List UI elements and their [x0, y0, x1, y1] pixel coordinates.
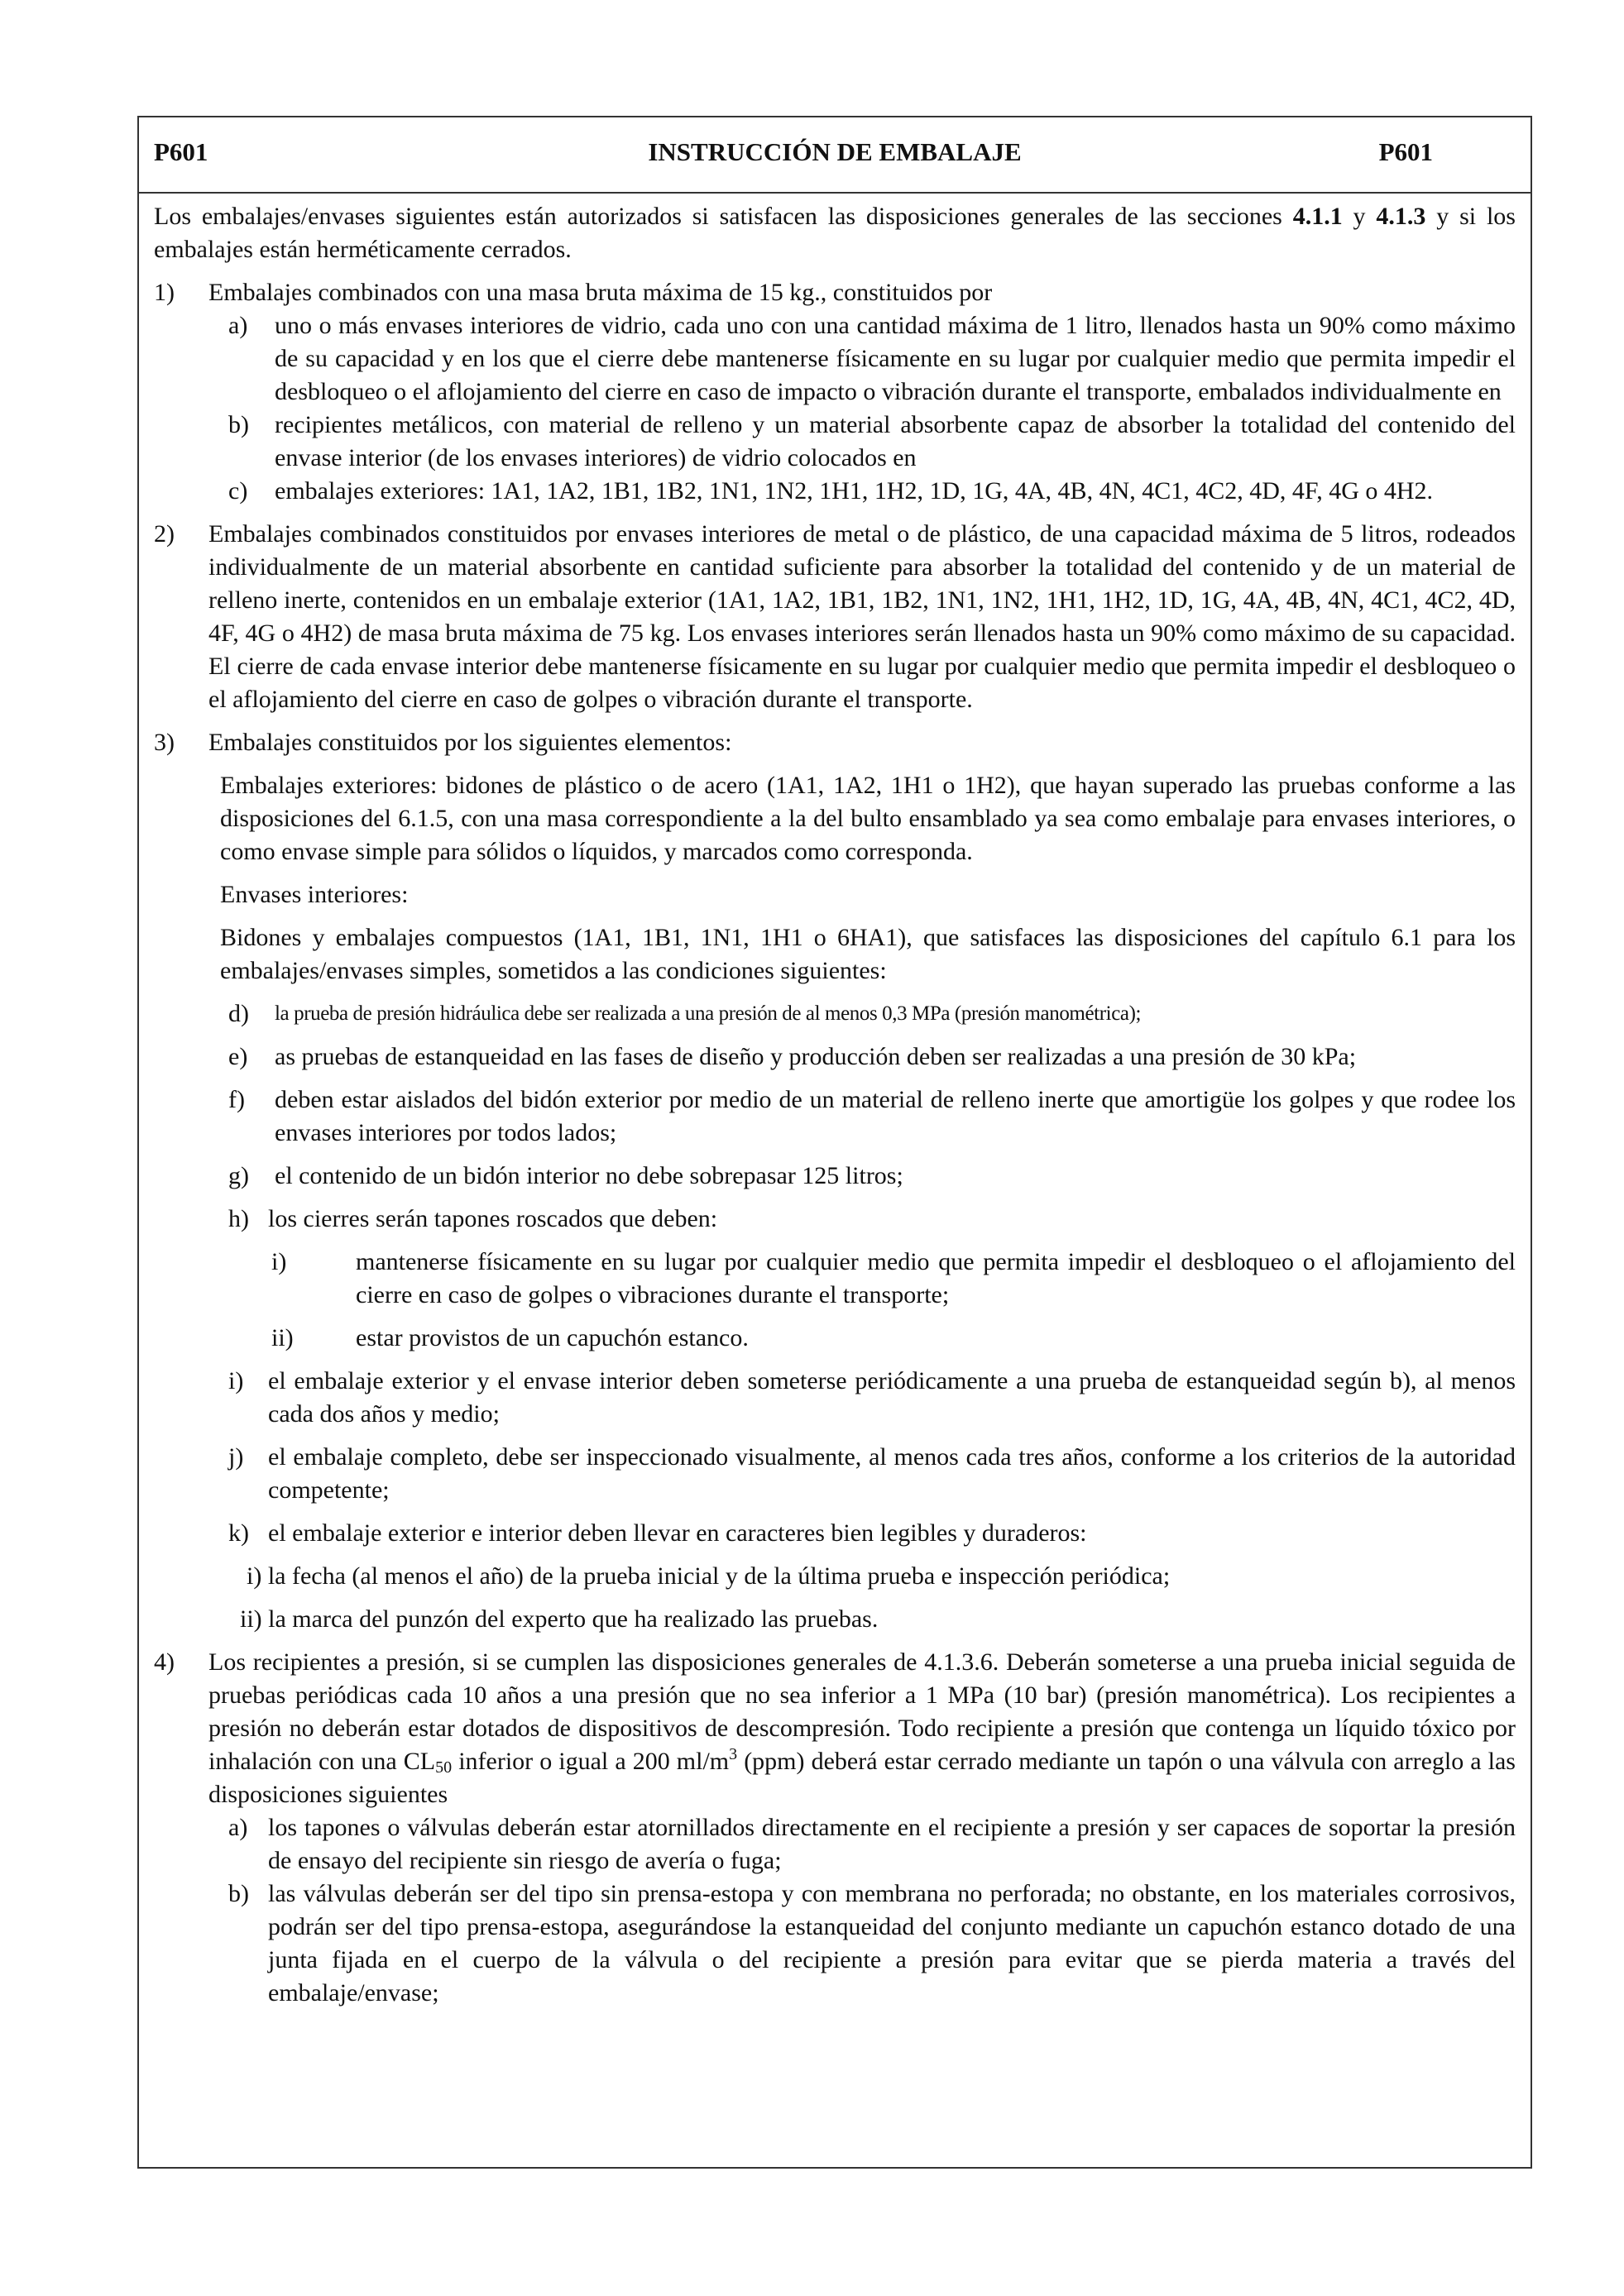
item-4-text-part: Los recipientes a presión, si se cumplen las disposiciones generales de 4.1.3.6. Deberán someterse a una prueba inicial seguida de pruebas periódicas cada 10 años a una presión que no sea inferior a 1 MPa (10 bar) (presión manométrica). Los recipientes a presión no deberán estar dotados de dispositivos de descompresión. Todo recipiente a presión que contenga un líquido tóxico por inhalación con una CL — [208, 1648, 1516, 1775]
item-4-text-part: (ppm) deberá estar cerrado mediante un tapón o una válvula con arreglo a las disposiciones siguientes — [208, 1748, 1516, 1808]
item-3-h — [154, 1203, 1516, 1236]
item-4-b-label: b) — [228, 1880, 249, 1907]
item-3-h-ii-text: estar provistos de un capuchón estanco. — [356, 1324, 749, 1351]
item-3-g-text: el contenido de un bidón interior no debe sobrepasar 125 litros; — [275, 1162, 903, 1189]
item-3-k — [154, 1517, 1516, 1550]
item-3-j-label: j) — [228, 1443, 244, 1471]
item-3-h-label: h) — [228, 1205, 249, 1232]
inner-packaging-text: Bidones y embalajes compuestos (1A1, 1B1, 1N1, 1H1 o 6HA1), que satisfaces las disposiciones del capítulo 6.1 para los embalajes/envases simples, sometidos a las condiciones siguientes: — [220, 924, 1516, 984]
item-1-b-text: recipientes metálicos, con material de relleno y un material absorbente capaz de absorber la totalidad del contenido del envase interior (de los envases interiores) de vidrio colocados en — [275, 411, 1516, 471]
item-4-a — [154, 1811, 1516, 1877]
item-3-f-label: f) — [228, 1086, 245, 1113]
header-title: INSTRUCCIÓN DE EMBALAJE — [648, 137, 1022, 166]
item-1-a-label: a) — [228, 312, 248, 339]
item-1-b-label: b) — [228, 411, 249, 438]
item-2-text: Embalajes combinados constituidos por envases interiores de metal o de plástico, de una capacidad máxima de 5 litros, rodeados individualmente de un material absorbente en cantidad suficiente para absorber la totalidad del contenido y de un material de relleno inerte, contenidos en un embalaje exterior (1A1, 1A2, 1B1, 1B2, 1N1, 1N2, 1H1, 1H2, 1D, 1G, 4A, 4B, 4N, 4C1, 4C2, 4D, 4F, 4G o 4H2) de masa bruta máxima de 75 kg. Los envases interiores serán llenados hasta un 90% como máximo de su capacidad. El cierre de cada envase interior debe mantenerse físicamente en su lugar por cualquier medio que permita impedir el desbloqueo o el aflojamiento del cierre en caso de golpes o vibración durante el transporte. — [208, 520, 1516, 713]
item-1-a — [154, 309, 1516, 409]
header-code-right: P601 — [1378, 137, 1433, 166]
item-4-a-text: los tapones o válvulas deberán estar atornillados directamente en el recipiente a presión y ser capaces de soportar la presión de ensayo del recipiente sin riesgo de avería o fuga; — [268, 1814, 1516, 1874]
item-3-e-text: as pruebas de estanqueidad en las fases de diseño y producción deben ser realizadas a una presión de 30 kPa; — [275, 1043, 1357, 1070]
item-1-text: Embalajes combinados con una masa bruta máxima de 15 kg., constituidos por — [208, 279, 993, 306]
intro-paragraph — [154, 200, 1516, 266]
item-4 — [154, 1646, 1516, 1811]
item-3-i-text: el embalaje exterior y el envase interior deben someterse periódicamente a una prueba de estanqueidad según b), al menos cada dos años y medio; — [268, 1367, 1516, 1428]
inner-packaging-heading: Envases interiores: — [220, 881, 409, 908]
item-3-i — [154, 1365, 1516, 1431]
intro-text: y — [1342, 203, 1377, 230]
item-3-i-label: i) — [228, 1367, 244, 1394]
intro-text: y si los embalajes están herméticamente cerrados. — [154, 203, 1516, 263]
intro-ref-4-1-3: 4.1.3 — [1376, 203, 1426, 230]
outer-packaging-text: Embalajes exteriores: bidones de plástico o de acero (1A1, 1A2, 1H1 o 1H2), que hayan superado las pruebas conforme a las disposiciones del 6.1.5, con una masa correspondiente a la del bulto ensamblado ya sea como embalaje para envases interiores, o como envase simple para sólidos o líquidos, y marcados como corresponda. — [220, 772, 1516, 865]
item-2 — [154, 518, 1516, 716]
item-3-f-text: deben estar aislados del bidón exterior por medio de un material de relleno inerte que amortigüe los golpes y que rodee los envases interiores por todos lados; — [275, 1086, 1516, 1146]
instruction-header — [139, 117, 1531, 194]
item-3-e — [154, 1040, 1516, 1074]
item-3-h-i — [154, 1246, 1516, 1312]
item-3-h-i-label: i) — [271, 1248, 287, 1275]
item-3-k-text: el embalaje exterior e interior deben llevar en caracteres bien legibles y duraderos: — [268, 1519, 1087, 1547]
item-3-d — [154, 997, 1516, 1031]
item-3-f — [154, 1083, 1516, 1150]
item-1-a-text: uno o más envases interiores de vidrio, cada uno con una cantidad máxima de 1 litro, llenados hasta un 90% como máximo de su capacidad y en los que el cierre debe mantenerse físicamente en su lugar por cualquier medio que permita impedir el desbloqueo o el aflojamiento del cierre en caso de impacto o vibración durante el transporte, embalados individualmente en — [275, 312, 1516, 405]
item-1-c-label: c) — [228, 477, 248, 505]
item-3-j — [154, 1441, 1516, 1507]
item-3-d-label: d) — [228, 1000, 249, 1027]
cubic-superscript: 3 — [729, 1745, 738, 1763]
item-4-b-text: las válvulas deberán ser del tipo sin prensa-estopa y con membrana no perforada; no obstante, en los materiales corrosivos, podrán ser del tipo prensa-estopa, asegurándose la estanqueidad del conjunto mediante un capuchón estanco dotado de una junta fijada en el cuerpo de la válvula o del recipiente a presión para evitar que se pierda materia a través del embalaje/envase; — [268, 1880, 1516, 2007]
item-3-h-i-text: mantenerse físicamente en su lugar por cualquier medio que permita impedir el desbloqueo o el aflojamiento del cierre en caso de golpes o vibraciones durante el transporte; — [356, 1248, 1516, 1308]
packing-instruction-box — [137, 116, 1532, 2169]
item-4-label: 4) — [154, 1648, 175, 1676]
lc50-subscript: 50 — [435, 1758, 453, 1777]
item-3-j-text: el embalaje completo, debe ser inspeccionado visualmente, al menos cada tres años, conforme a los criterios de la autoridad competente; — [268, 1443, 1516, 1504]
intro-ref-4-1-1: 4.1.1 — [1292, 203, 1343, 230]
item-1-c — [154, 475, 1516, 508]
item-4-text — [154, 1646, 1516, 1811]
instruction-body — [154, 194, 1516, 2010]
item-3-h-ii-label: ii) — [271, 1324, 294, 1351]
item-4-text-part: inferior o igual a 200 ml/m — [452, 1748, 730, 1775]
item-1 — [154, 276, 1516, 309]
intro-text: Los embalajes/envases siguientes están autorizados si satisfacen las disposiciones generales de las secciones — [154, 203, 1293, 230]
item-3-text: Embalajes constituidos por los siguientes elementos: — [208, 729, 732, 756]
item-1-label: 1) — [154, 279, 175, 306]
item-4-b — [154, 1877, 1516, 2010]
item-3-d-text: la prueba de presión hidráulica debe ser realizada a una presión de al menos 0,3 MPa (presión manométrica); — [275, 1002, 1142, 1025]
item-1-c-text: embalajes exteriores: 1A1, 1A2, 1B1, 1B2, 1N1, 1N2, 1H1, 1H2, 1D, 1G, 4A, 4B, 4N, 4C1, 4C2, 4D, 4F, 4G o 4H2. — [275, 477, 1434, 505]
item-1-b — [154, 409, 1516, 475]
item-3 — [154, 726, 1516, 759]
item-3-h-ii — [154, 1322, 1516, 1355]
item-3-e-label: e) — [228, 1043, 248, 1070]
header-code-left: P601 — [154, 137, 208, 166]
item-2-label: 2) — [154, 520, 175, 548]
item-3-g — [154, 1160, 1516, 1193]
item-3-g-label: g) — [228, 1162, 249, 1189]
item-3-k-label: k) — [228, 1519, 249, 1547]
item-4-a-label: a) — [228, 1814, 248, 1841]
item-3-k-ii-text: ii) la marca del punzón del experto que ha realizado las pruebas. — [240, 1605, 879, 1633]
item-3-label: 3) — [154, 729, 175, 756]
item-3-k-i-text: i) la fecha (al menos el año) de la prueba inicial y de la última prueba e inspección periódica; — [247, 1562, 1171, 1590]
item-3-h-text: los cierres serán tapones roscados que deben: — [268, 1205, 718, 1232]
